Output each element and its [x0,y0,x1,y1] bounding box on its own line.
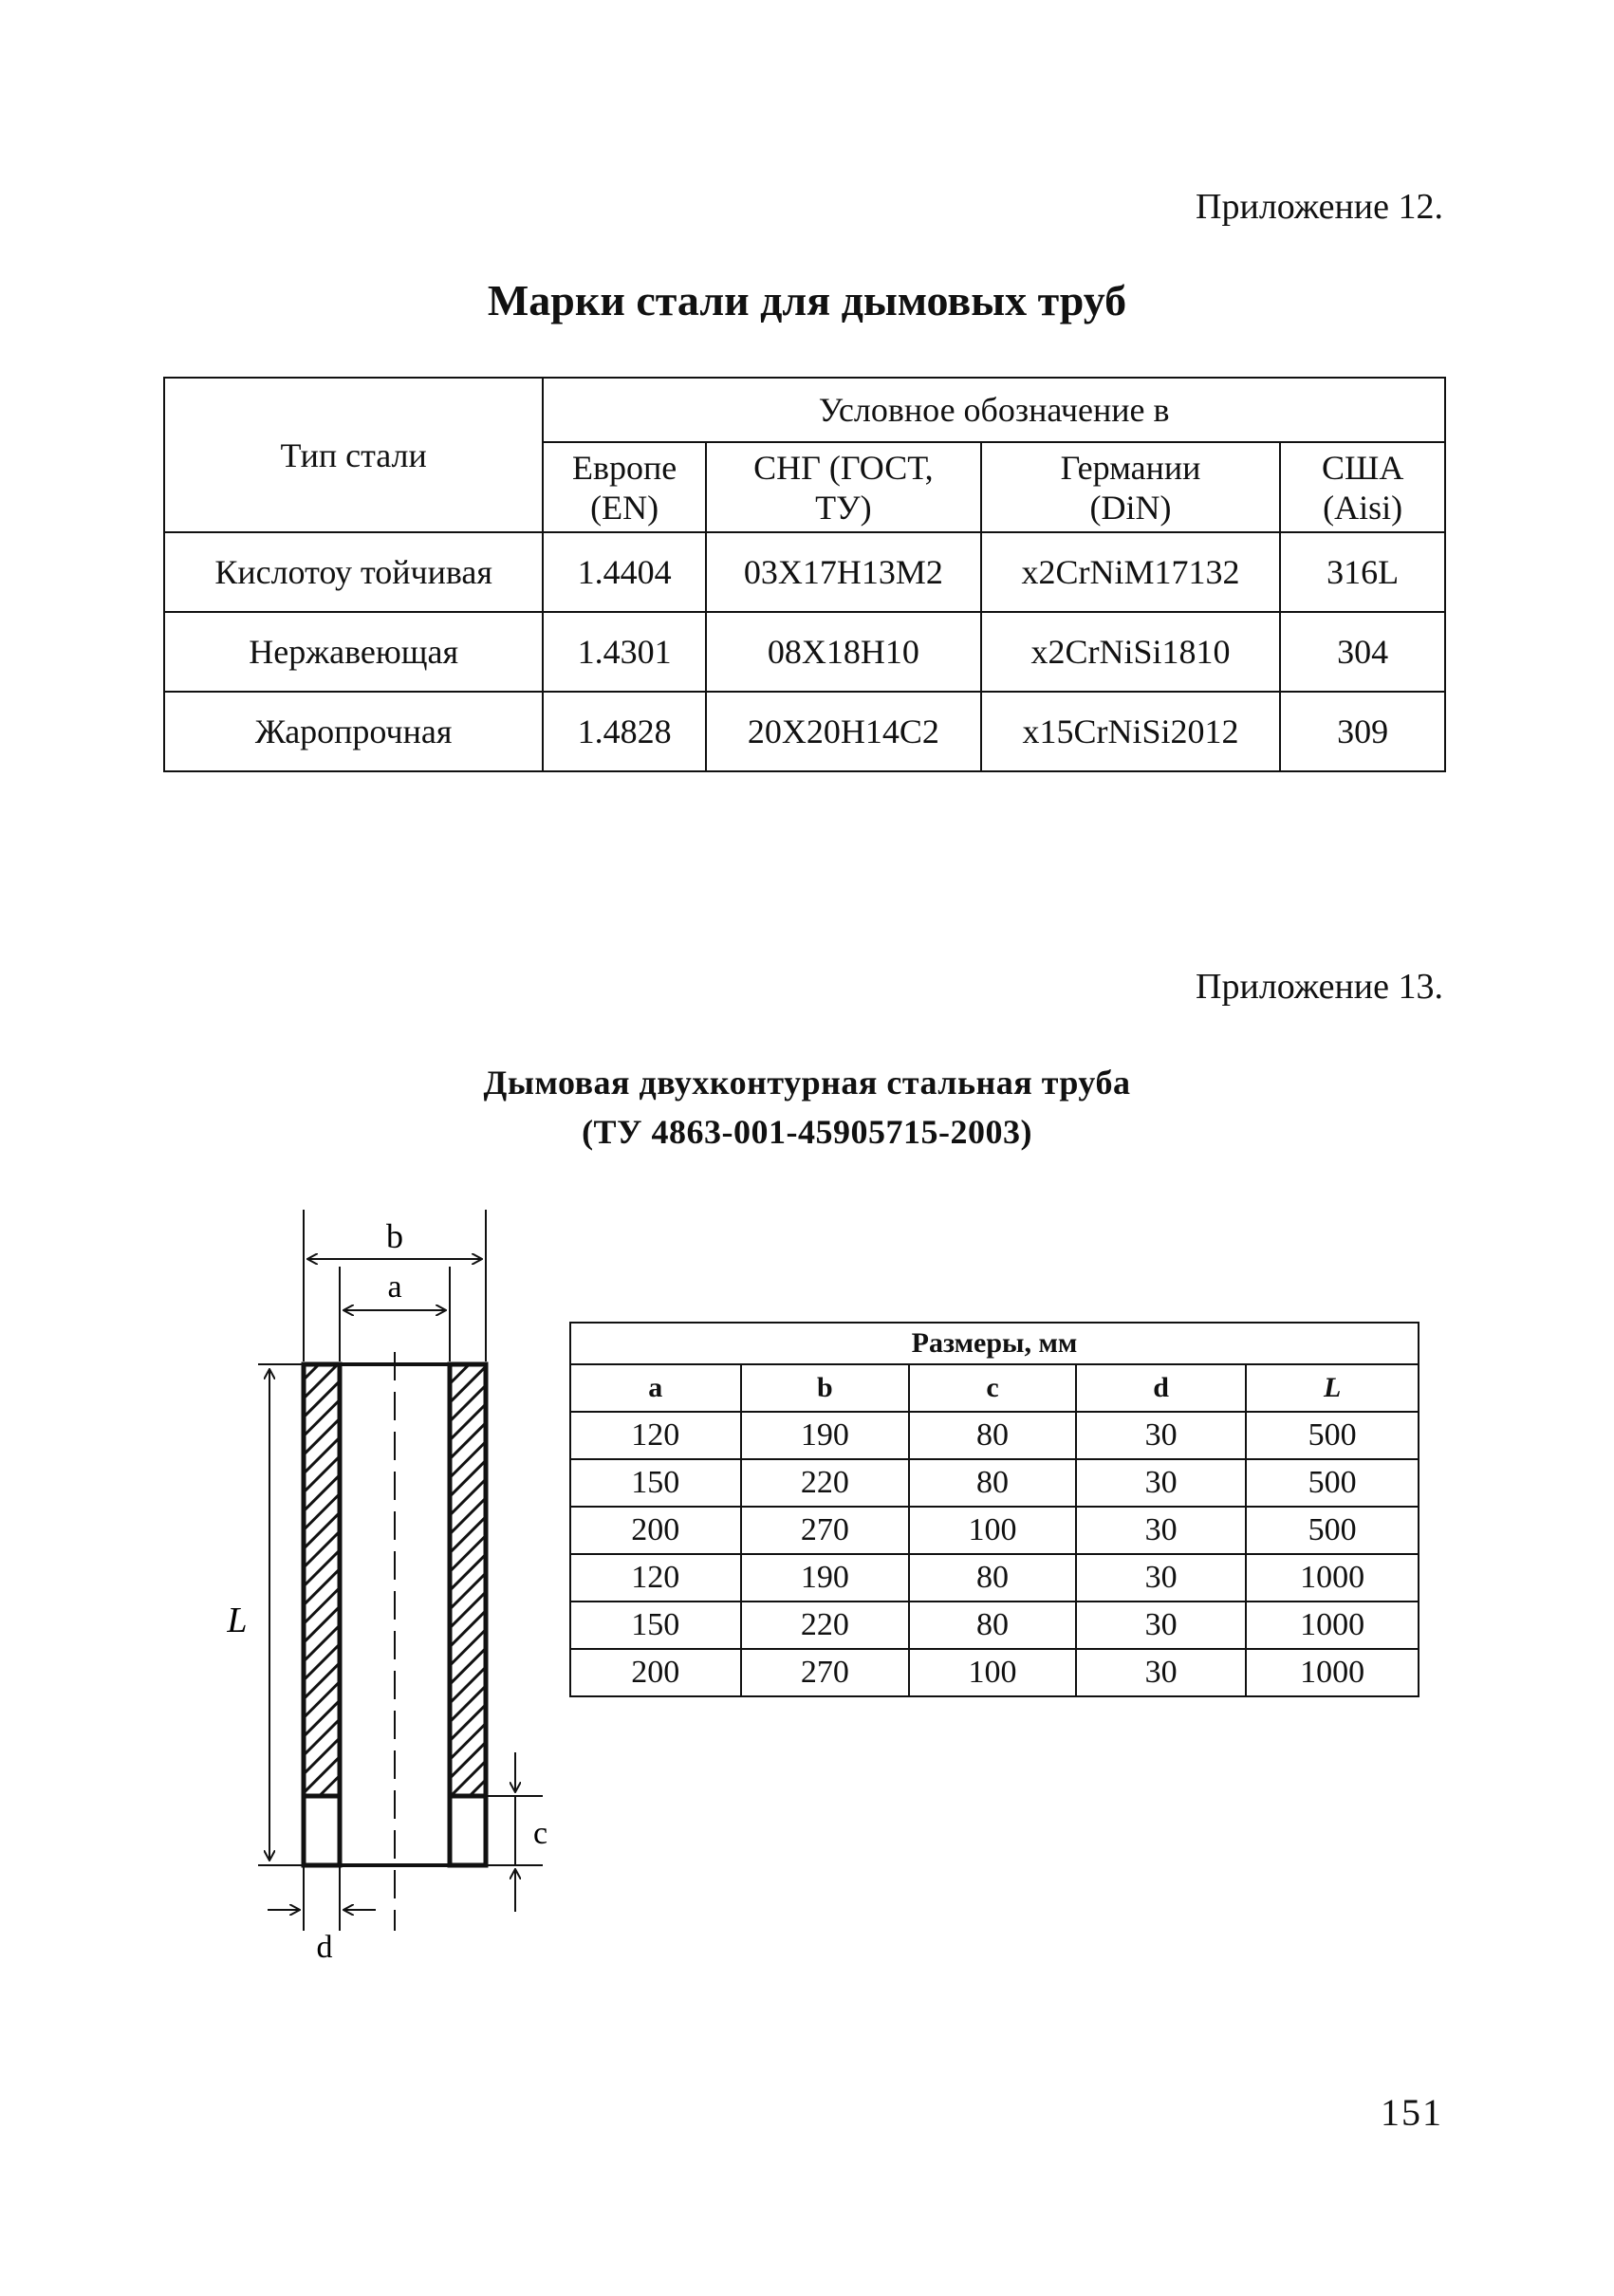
steel-type-cell: Нержавеющая [164,612,543,692]
chimney-title-line2: (ТУ 4863-001-45905715-2003) [582,1113,1032,1151]
table-cell: 1.4404 [543,532,706,612]
table-cell: 80 [909,1602,1076,1649]
table-cell: 200 [570,1649,741,1696]
appendix-13-label: Приложение 13. [1196,967,1443,1007]
table-cell: 190 [741,1554,910,1602]
steel-type-cell: Жаропрочная [164,692,543,771]
table-cell: 30 [1076,1412,1247,1459]
table-cell: 100 [909,1649,1076,1696]
table-cell: 270 [741,1649,910,1696]
table-cell: 30 [1076,1602,1247,1649]
table-cell: 220 [741,1459,910,1507]
page-number: 151 [1381,2091,1443,2134]
table-cell: 500 [1246,1412,1419,1459]
col-header-cis: СНГ (ГОСТ, ТУ) [706,442,981,532]
table-cell: 03Х17Н13М2 [706,532,981,612]
col-header-germany: Германии (DiN) [981,442,1281,532]
label-d: d [316,1930,333,1965]
table-cell: 270 [741,1507,910,1554]
table-cell: 1.4301 [543,612,706,692]
steel-grades-title: Марки стали для дымовых труб [487,276,1127,324]
col-header-b: b [741,1364,910,1412]
dimensions-caption: Размеры, мм [570,1323,1419,1364]
table-row [164,692,1445,771]
table-cell: 120 [570,1554,741,1602]
label-L: L [227,1601,248,1640]
table-cell: 80 [909,1412,1076,1459]
pipe-right-end [450,1796,486,1865]
col-header-d: d [1076,1364,1247,1412]
table-row [570,1459,1419,1507]
appendix-12-label: Приложение 12. [1196,187,1443,227]
label-c: c [533,1816,548,1851]
dimensions-table [569,1322,1419,1697]
chimney-title-line1: Дымовая двухконтурная стальная труба [483,1064,1131,1102]
chimney-pipe-drawing [190,1210,588,1969]
col-header-c: c [909,1364,1076,1412]
table-cell: 150 [570,1459,741,1507]
table-cell: 220 [741,1602,910,1649]
table-cell: 30 [1076,1554,1247,1602]
table-cell: 100 [909,1507,1076,1554]
table-cell: 190 [741,1412,910,1459]
col-header-L: L [1246,1364,1419,1412]
table-cell: 08Х18Н10 [706,612,981,692]
table-cell: 30 [1076,1649,1247,1696]
table-cell: 1000 [1246,1649,1419,1696]
table-cell: 316L [1280,532,1445,612]
table-row [570,1649,1419,1696]
table-cell: 309 [1280,692,1445,771]
table-row [570,1507,1419,1554]
table-row [570,1412,1419,1459]
pipe-right-wall [450,1364,486,1796]
col-header-europe: Европе (EN) [543,442,706,532]
table-cell: 200 [570,1507,741,1554]
col-header-a: a [570,1364,741,1412]
table-row [570,1602,1419,1649]
table-cell: x15CrNiSi2012 [981,692,1281,771]
table-cell: 150 [570,1602,741,1649]
steel-type-cell: Кислотоу тойчивая [164,532,543,612]
table-cell: 1000 [1246,1602,1419,1649]
table-cell: 500 [1246,1459,1419,1507]
label-b: b [386,1217,403,1255]
table-cell: 1000 [1246,1554,1419,1602]
table-cell: 500 [1246,1507,1419,1554]
label-a: a [387,1269,402,1305]
steel-grades-table [163,377,1446,772]
table-cell: 30 [1076,1507,1247,1554]
steel-type-header: Тип стали [164,378,543,532]
table-cell: 304 [1280,612,1445,692]
table-cell: 80 [909,1554,1076,1602]
table-cell: x2CrNiSi1810 [981,612,1281,692]
table-cell: x2CrNiM17132 [981,532,1281,612]
table-cell: 1.4828 [543,692,706,771]
pipe-left-wall [304,1364,340,1796]
table-cell: 30 [1076,1459,1247,1507]
col-header-usa: США (Aisi) [1280,442,1445,532]
pipe-left-end [304,1796,340,1865]
table-row [164,612,1445,692]
table-cell: 120 [570,1412,741,1459]
table-cell: 80 [909,1459,1076,1507]
table-row [164,532,1445,612]
table-cell: 20Х20Н14С2 [706,692,981,771]
designation-group-header: Условное обозначение в [543,378,1445,442]
table-row [570,1554,1419,1602]
